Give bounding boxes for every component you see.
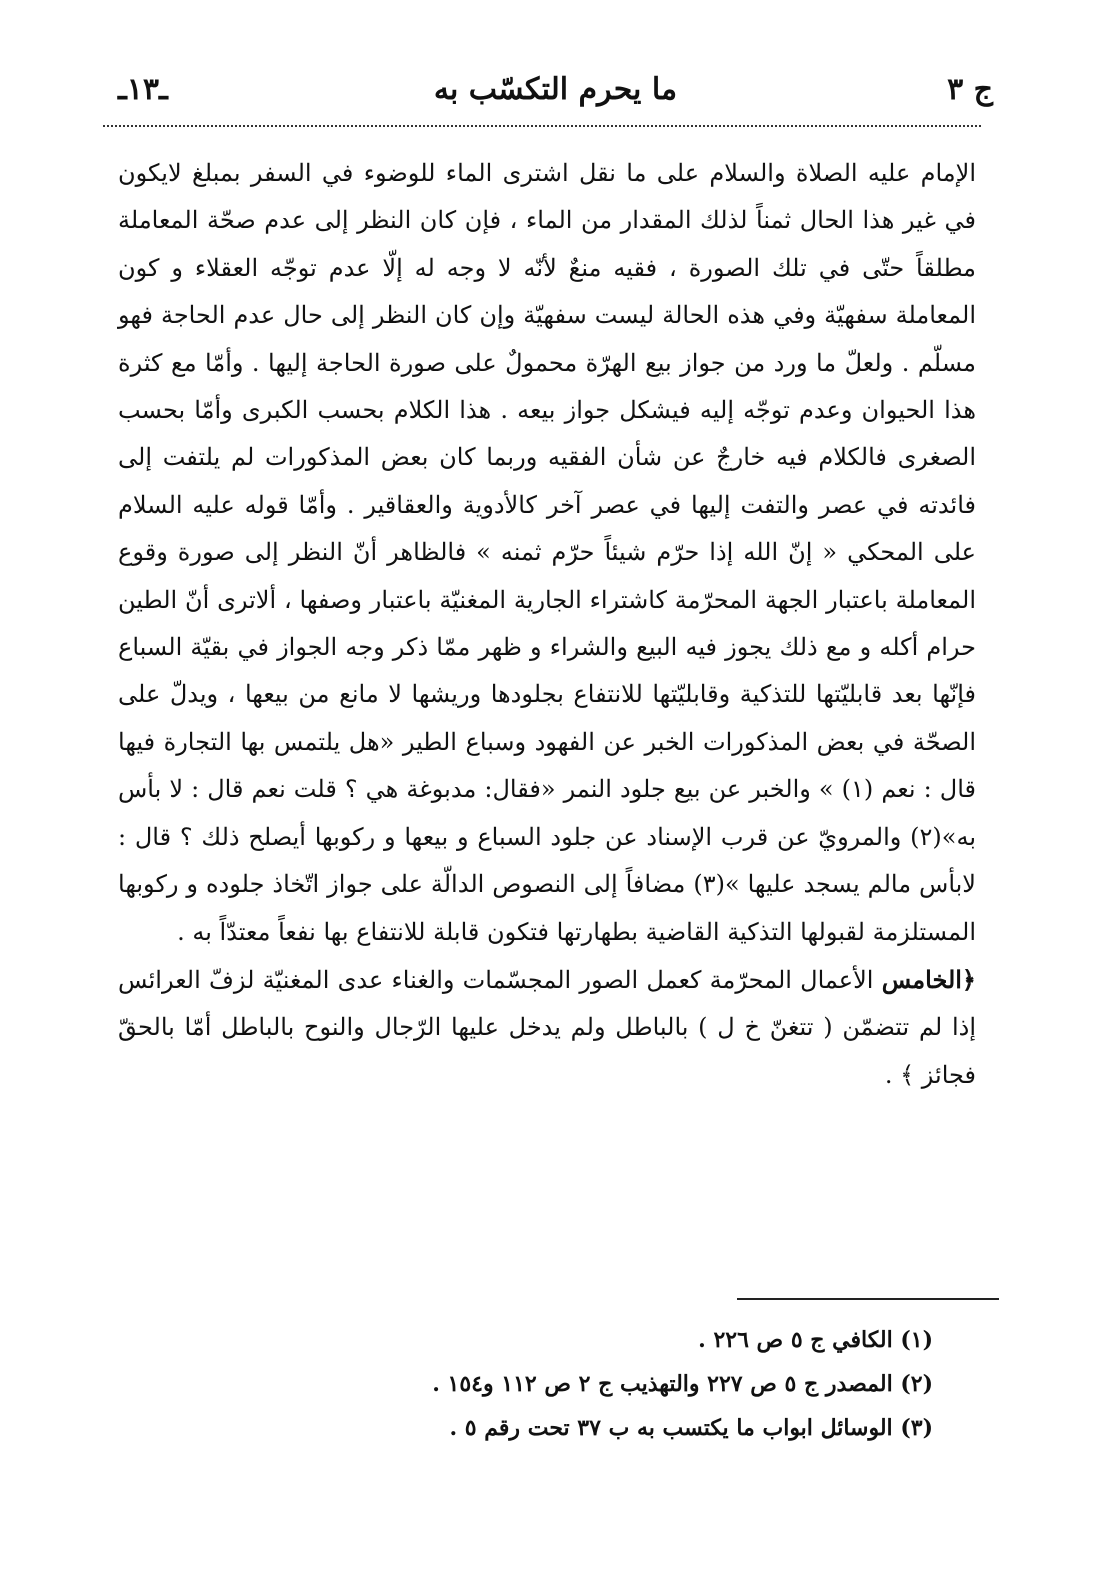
footnote-3: (٣) الوسائل ابواب ما يكتسب به ب ٣٧ تحت رقم ٥ . (449, 1415, 933, 1441)
body-paragraph: الإمام عليه الصلاة والسلام على ما نقل اشترى الماء للوضوء في السفر بمبلغ لايكون في غير هذا الحال ثمناً لذلك المقدار من الماء ، فإن كان النظر إلى عدم صحّة المعاملة مطلقاً حتّى في تلك الصورة ، فقيه منعٌ لأنّه لا وجه له إلّا عدم توجّه العقلاء و كون المعاملة سفهيّة وفي هذه الحالة ليست سفهيّة وإن كان النظر إلى حال عدم الحاجة فهو مسلّم . ولعلّ ما ورد من جواز بيع الهرّة محمولٌ على صورة الحاجة إليها . وأمّا مع كثرة هذا الحيوان وعدم توجّه إليه فيشكل جواز بيعه . هذا الكلام بحسب الكبرى وأمّا بحسب الصغرى فالكلام فيه خارجٌ عن شأن الفقيه وربما كان بعض المذكورات لم يلتفت إلى فائدته في عصر والتفت إليها في عصر آخر كالأدوية والعقاقير . وأمّا قوله عليه السلام على المحكي « إنّ الله إذا حرّم شيئاً حرّم ثمنه » فالظاهر أنّ النظر إلى صورة وقوع المعاملة باعتبار الجهة المحرّمة كاشتراء الجارية المغنيّة باعتبار وصفها ، ألاترى أنّ الطين حرام أكله و مع ذلك يجوز فيه البيع والشراء و ظهر ممّا ذكر وجه الجواز في بقيّة السباع فإنّها بعد قابليّتها للتذكية وقابليّتها للانتفاع بجلودها وريشها لا مانع من بيعها ، ويدلّ على الصحّة في بعض المذكورات الخبر عن الفهود وسباع الطير «هل يلتمس بها التجارة فيها قال : نعم (١) » والخبر عن بيع جلود النمر «فقال: مدبوغة هي ؟ قلت نعم قال : لا بأس به»(٢) والمرويّ عن قرب الإسناد عن جلود السباع و بيعها و ركوبها أيصلح ذلك ؟ قال : لابأس مالم يسجد عليها »(٣) مضافاً إلى النصوص الدالّة على جواز اتّخاذ جلوده و ركوبها المستلزمة لقبولها التذكية القاضية بطهارتها فتكون قابلة للانتفاع بها نفعاً معتدّاً به . (118, 159, 977, 946)
footnote-2: (٢) المصدر ج ٥ ص ٢٢٧ والتهذيب ج ٢ ص ١١٢ و١٥٤ . (432, 1371, 933, 1397)
section-text: الأعمال المحرّمة كعمل الصور المجسّمات والغناء عدى المغنيّة لزفّ العرائس إذا لم تتضمّن ( تتغنّ خ ل ) بالباطل ولم يدخل عليها الرّجال والنوح بالباطل أمّا بالحقّ فجائز ﴾ . (118, 965, 976, 1089)
section-paragraph (118, 956, 976, 1099)
page-number: ـ١٣ـ (118, 72, 168, 107)
main-text (118, 150, 976, 1099)
footnote-divider (737, 1298, 999, 1300)
volume-label: ج ٣ (947, 72, 993, 107)
header-divider (103, 125, 981, 127)
chapter-title: ما يحرم التكسّب به (433, 72, 678, 107)
running-header (118, 66, 993, 118)
section-heading: ﴿الخامس (881, 964, 976, 994)
footnote-1: (١) الكافي ج ٥ ص ٢٢٦ . (698, 1327, 933, 1353)
footnotes (120, 1318, 933, 1450)
